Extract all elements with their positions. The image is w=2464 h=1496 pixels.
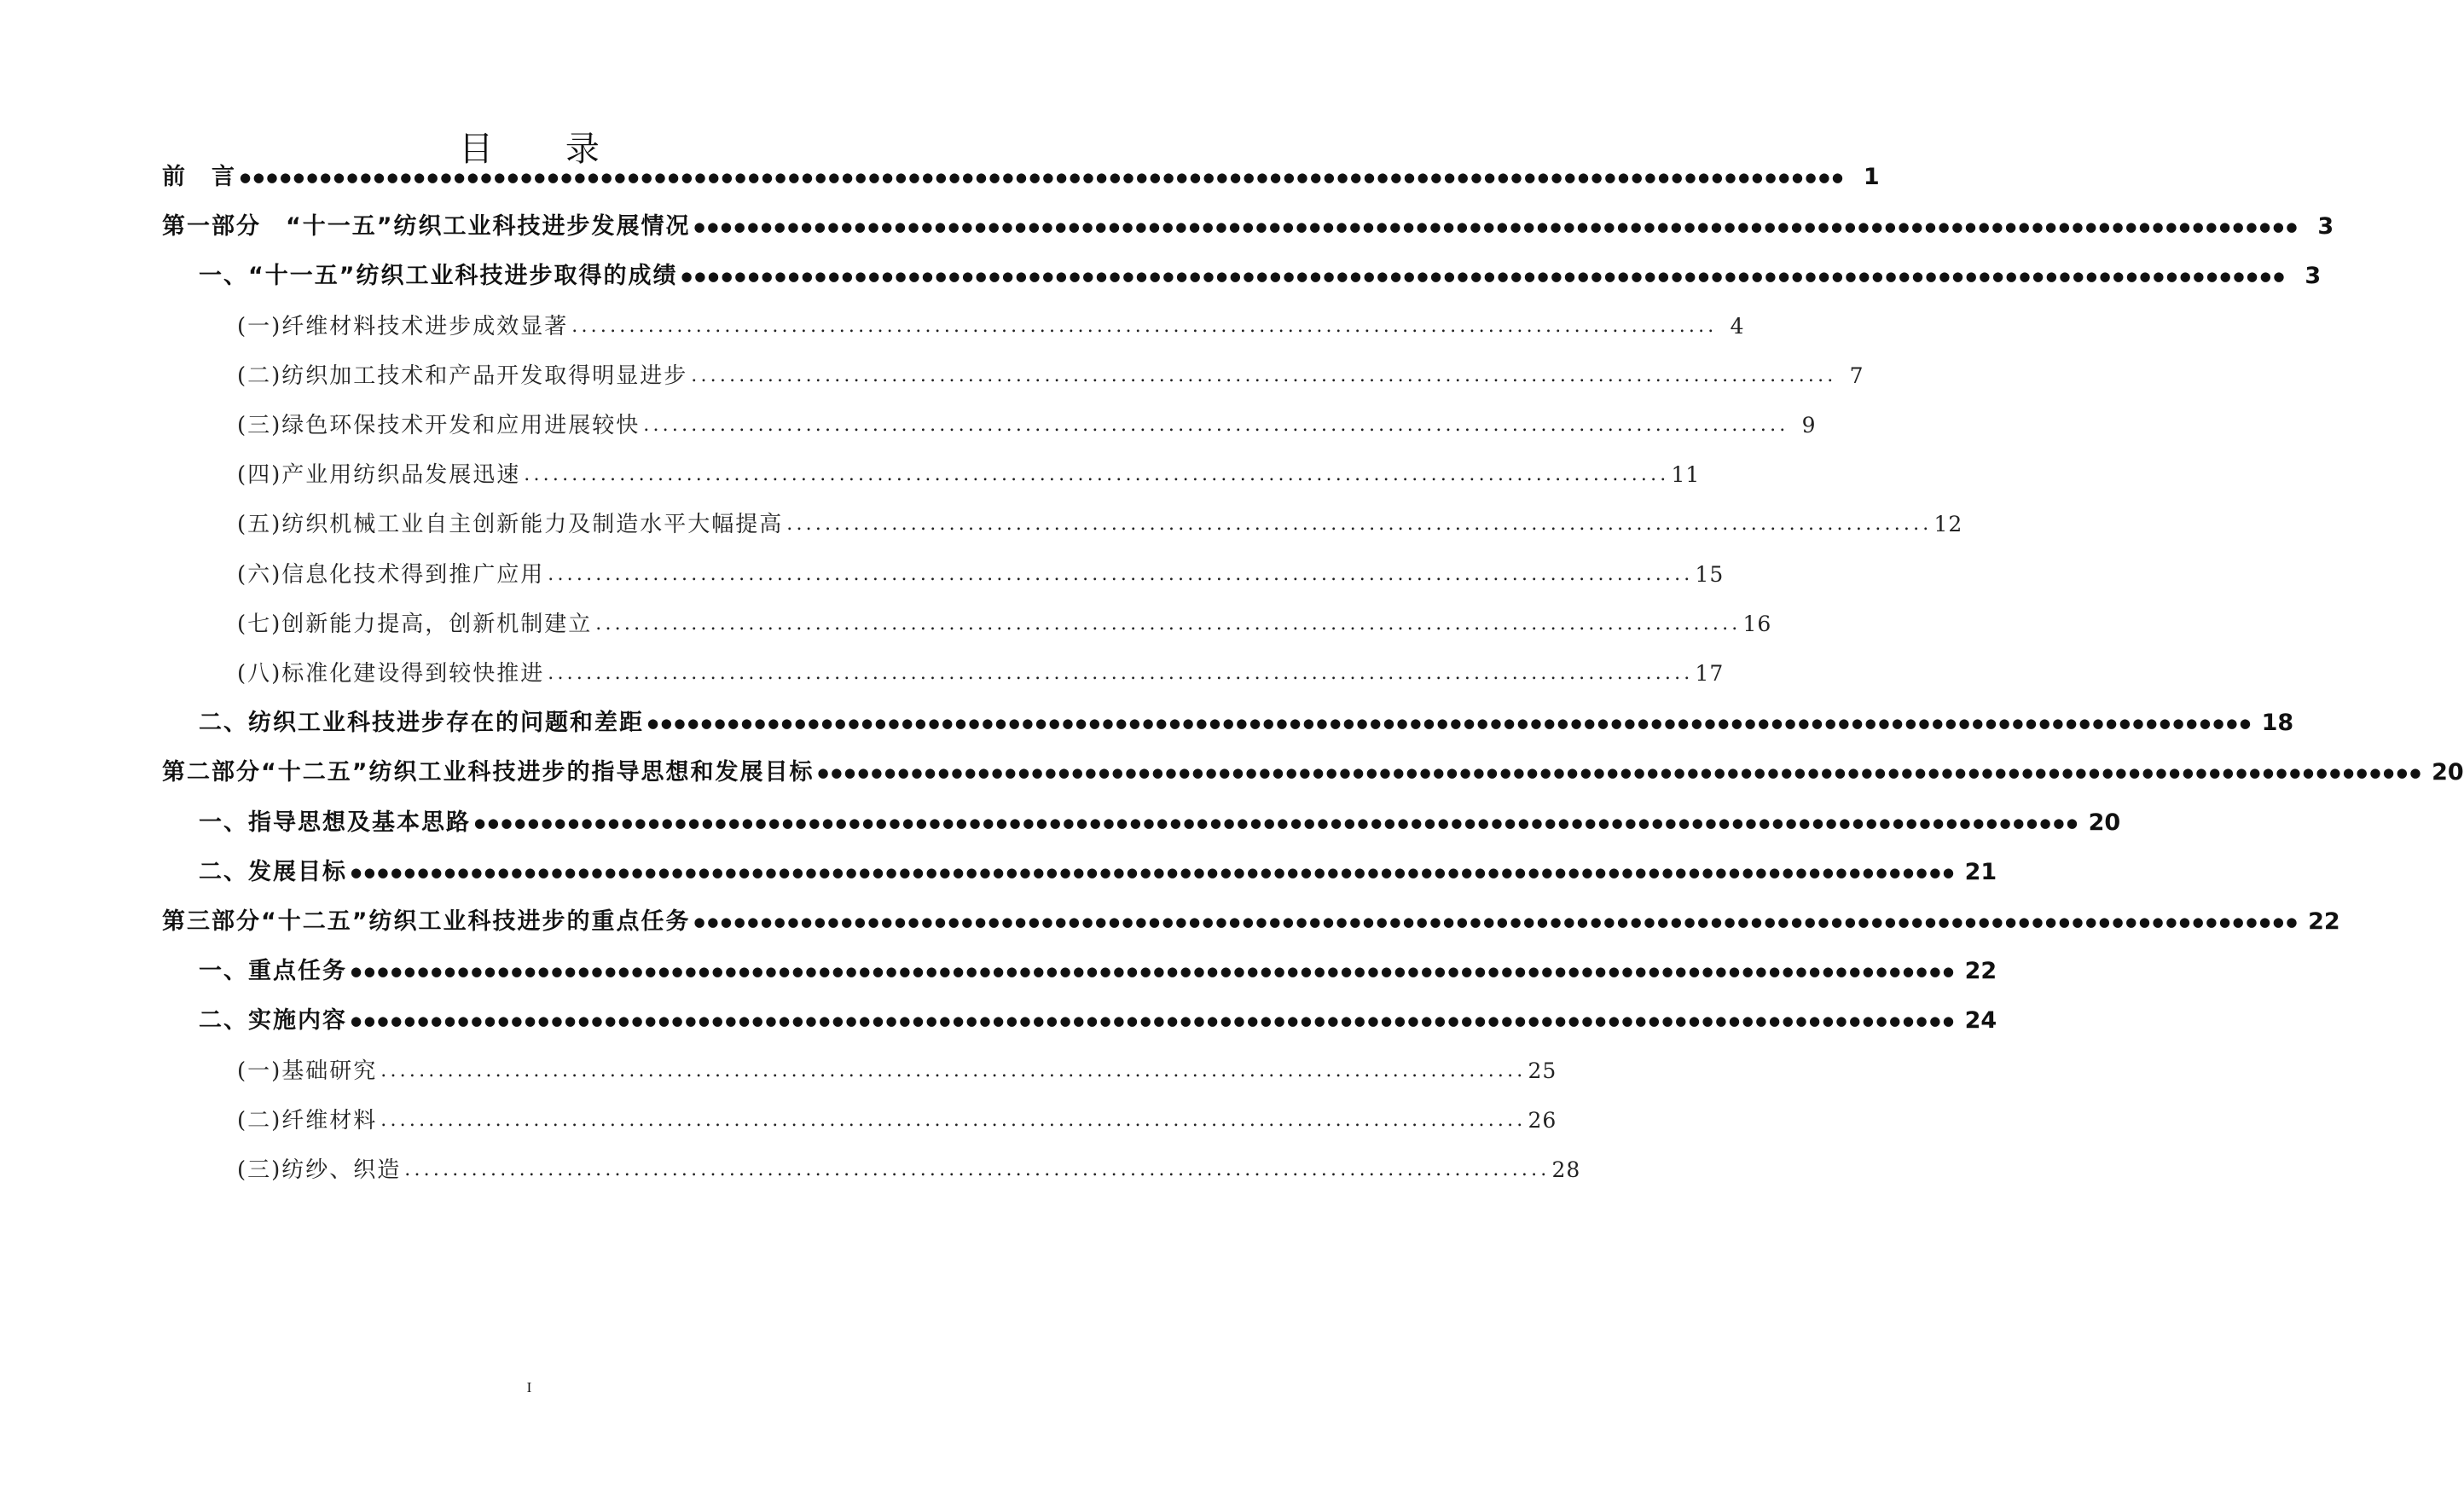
dot-leader: ........................................................................................................................	[404, 1159, 1551, 1180]
toc-entry[interactable]	[199, 706, 2294, 740]
toc-entry-title: 一、指导思想及基本思路	[199, 809, 471, 836]
dot-leader: ........................................................................................................................	[571, 316, 1718, 337]
toc-entry[interactable]	[199, 1004, 1997, 1038]
toc-entry[interactable]	[237, 310, 1745, 344]
toc-entry-page: 15	[1695, 562, 1725, 587]
toc-title-text: 目 录	[459, 130, 630, 169]
toc-entry-title: (三)纺纱、织造	[237, 1157, 402, 1183]
toc-entry[interactable]	[199, 855, 1997, 890]
toc-entry-title: 二、实施内容	[199, 1007, 347, 1034]
toc-entry[interactable]	[237, 507, 1963, 542]
toc-entry-title: (六)信息化技术得到推广应用	[237, 562, 545, 588]
toc-entry-page: 20	[2432, 759, 2464, 786]
toc-entry-title: 二、纺织工业科技进步存在的问题和差距	[199, 710, 644, 736]
toc-entry[interactable]	[199, 806, 2121, 840]
toc-entry-page: 3	[2317, 213, 2334, 240]
toc-entry-page: 26	[1528, 1108, 1557, 1133]
dot-leader: ........................................................................................................................	[548, 663, 1694, 684]
toc-entry-page: 25	[1528, 1058, 1557, 1083]
toc-entry-title: 二、发展目标	[199, 859, 347, 885]
toc-entry[interactable]	[237, 558, 1725, 592]
dot-leader: ........................................................................................................................	[786, 513, 1933, 535]
toc-entry-title: (一)基础研究	[237, 1058, 378, 1084]
dot-leader: ●●●●●●●●●●●●●●●●●●●●●●●●●●●●●●●●●●●●●●●●●●●●●●●●●●●●●●●●●●●●●●●●●●●●●●●●●●●●●●●●●●●●●●●●●●●●●●●●●●●●●●●●●●●●●●●●●●●●●●●●	[351, 1013, 1957, 1029]
toc-entry[interactable]	[199, 259, 2322, 293]
toc-entry-page: 24	[1964, 1007, 1997, 1034]
toc-entry[interactable]	[237, 359, 1864, 393]
dot-leader: ........................................................................................................................	[524, 464, 1670, 485]
toc-entry-title: 前 言	[162, 164, 236, 190]
toc-entry-page: 9	[1801, 413, 1817, 438]
dot-leader: ........................................................................................................................	[643, 415, 1789, 436]
toc-entry-title: 一、“十一五”纺织工业科技进步取得的成绩	[199, 263, 678, 289]
toc-entry-title: (七)创新能力提高，创新机制建立	[237, 612, 593, 637]
toc-entry[interactable]	[199, 954, 1997, 989]
toc-entry-title: (二)纤维材料	[237, 1108, 378, 1134]
toc-entry-page: 18	[2261, 710, 2294, 736]
toc-entry-title: (二)纺织加工技术和产品开发取得明显进步	[237, 363, 688, 389]
dot-leader: ●●●●●●●●●●●●●●●●●●●●●●●●●●●●●●●●●●●●●●●●●●●●●●●●●●●●●●●●●●●●●●●●●●●●●●●●●●●●●●●●●●●●●●●●●●●●●●●●●●●●●●●●●●●●●●●●●●●●●●●●	[681, 269, 2287, 284]
dot-leader: ●●●●●●●●●●●●●●●●●●●●●●●●●●●●●●●●●●●●●●●●●●●●●●●●●●●●●●●●●●●●●●●●●●●●●●●●●●●●●●●●●●●●●●●●●●●●●●●●●●●●●●●●●●●●●●●●●●●●●●●●	[240, 170, 1846, 185]
dot-leader: ●●●●●●●●●●●●●●●●●●●●●●●●●●●●●●●●●●●●●●●●●●●●●●●●●●●●●●●●●●●●●●●●●●●●●●●●●●●●●●●●●●●●●●●●●●●●●●●●●●●●●●●●●●●●●●●●●●●●●●●●	[351, 964, 1957, 979]
toc-entry-page: 3	[2305, 263, 2322, 289]
toc-entry-page: 1	[1863, 164, 1880, 190]
toc-entry[interactable]	[237, 1153, 1581, 1187]
toc-entry-page: 22	[2308, 908, 2340, 935]
toc-entry-title: (三)绿色环保技术开发和应用进展较快	[237, 413, 641, 438]
toc-entry-page: 20	[2088, 809, 2121, 836]
dot-leader: ●●●●●●●●●●●●●●●●●●●●●●●●●●●●●●●●●●●●●●●●●●●●●●●●●●●●●●●●●●●●●●●●●●●●●●●●●●●●●●●●●●●●●●●●●●●●●●●●●●●●●●●●●●●●●●●●●●●●●●●●	[647, 716, 2253, 731]
toc-entry-page: 17	[1695, 661, 1725, 686]
toc-entry-title: 第三部分“十二五”纺织工业科技进步的重点任务	[162, 908, 691, 935]
toc-entry-title: 第一部分 “十一五”纺织工业科技进步发展情况	[162, 213, 691, 240]
toc-entry-page: 11	[1671, 462, 1701, 487]
toc-entry[interactable]	[237, 409, 1817, 443]
toc-entry-title: 一、重点任务	[199, 958, 347, 984]
dot-leader: ●●●●●●●●●●●●●●●●●●●●●●●●●●●●●●●●●●●●●●●●●●●●●●●●●●●●●●●●●●●●●●●●●●●●●●●●●●●●●●●●●●●●●●●●●●●●●●●●●●●●●●●●●●●●●●●●●●●●●●●●	[474, 815, 2080, 831]
toc-entry-title: (一)纤维材料技术进步成效显著	[237, 314, 569, 339]
toc-entry[interactable]	[237, 1104, 1557, 1138]
toc-entry-title: (四)产业用纺织品发展迅速	[237, 462, 521, 488]
toc-entry[interactable]	[162, 756, 2464, 790]
toc-entry[interactable]	[162, 905, 2340, 939]
toc-entry[interactable]	[237, 657, 1725, 691]
dot-leader: ●●●●●●●●●●●●●●●●●●●●●●●●●●●●●●●●●●●●●●●●●●●●●●●●●●●●●●●●●●●●●●●●●●●●●●●●●●●●●●●●●●●●●●●●●●●●●●●●●●●●●●●●●●●●●●●●●●●●●●●●	[351, 865, 1957, 880]
dot-leader: ........................................................................................................................	[380, 1060, 1527, 1081]
toc-entry-page: 12	[1934, 512, 1963, 536]
toc-entry-page: 16	[1742, 612, 1772, 636]
toc-entry[interactable]	[237, 458, 1701, 492]
toc-entry-page: 28	[1551, 1157, 1581, 1182]
dot-leader: ........................................................................................................................	[380, 1110, 1527, 1131]
toc-entry-page: 4	[1730, 314, 1745, 339]
toc-entry-title: (五)纺织机械工业自主创新能力及制造水平大幅提高	[237, 512, 784, 537]
toc-entry-title: 第二部分“十二五”纺织工业科技进步的指导思想和发展目标	[162, 759, 815, 786]
toc-entry-page: 22	[1964, 958, 1997, 984]
toc-entry-page: 7	[1849, 363, 1864, 388]
toc-entry-title: (八)标准化建设得到较快推进	[237, 661, 545, 687]
toc-entry[interactable]	[162, 160, 1880, 194]
toc-entry[interactable]	[237, 1054, 1557, 1088]
dot-leader: ●●●●●●●●●●●●●●●●●●●●●●●●●●●●●●●●●●●●●●●●●●●●●●●●●●●●●●●●●●●●●●●●●●●●●●●●●●●●●●●●●●●●●●●●●●●●●●●●●●●●●●●●●●●●●●●●●●●●●●●●	[693, 219, 2300, 235]
dot-leader: ........................................................................................................................	[691, 365, 1837, 386]
toc-entry-page: 21	[1964, 859, 1997, 885]
dot-leader: ●●●●●●●●●●●●●●●●●●●●●●●●●●●●●●●●●●●●●●●●●●●●●●●●●●●●●●●●●●●●●●●●●●●●●●●●●●●●●●●●●●●●●●●●●●●●●●●●●●●●●●●●●●●●●●●●●●●●●●●●	[817, 765, 2424, 780]
page-number: I	[526, 1379, 532, 1395]
dot-leader: ........................................................................................................................	[595, 613, 1742, 635]
toc-entry[interactable]	[237, 607, 1772, 641]
dot-leader: ●●●●●●●●●●●●●●●●●●●●●●●●●●●●●●●●●●●●●●●●●●●●●●●●●●●●●●●●●●●●●●●●●●●●●●●●●●●●●●●●●●●●●●●●●●●●●●●●●●●●●●●●●●●●●●●●●●●●●●●●	[693, 914, 2300, 930]
dot-leader: ........................................................................................................................	[548, 564, 1694, 585]
toc-entry[interactable]	[162, 210, 2334, 244]
